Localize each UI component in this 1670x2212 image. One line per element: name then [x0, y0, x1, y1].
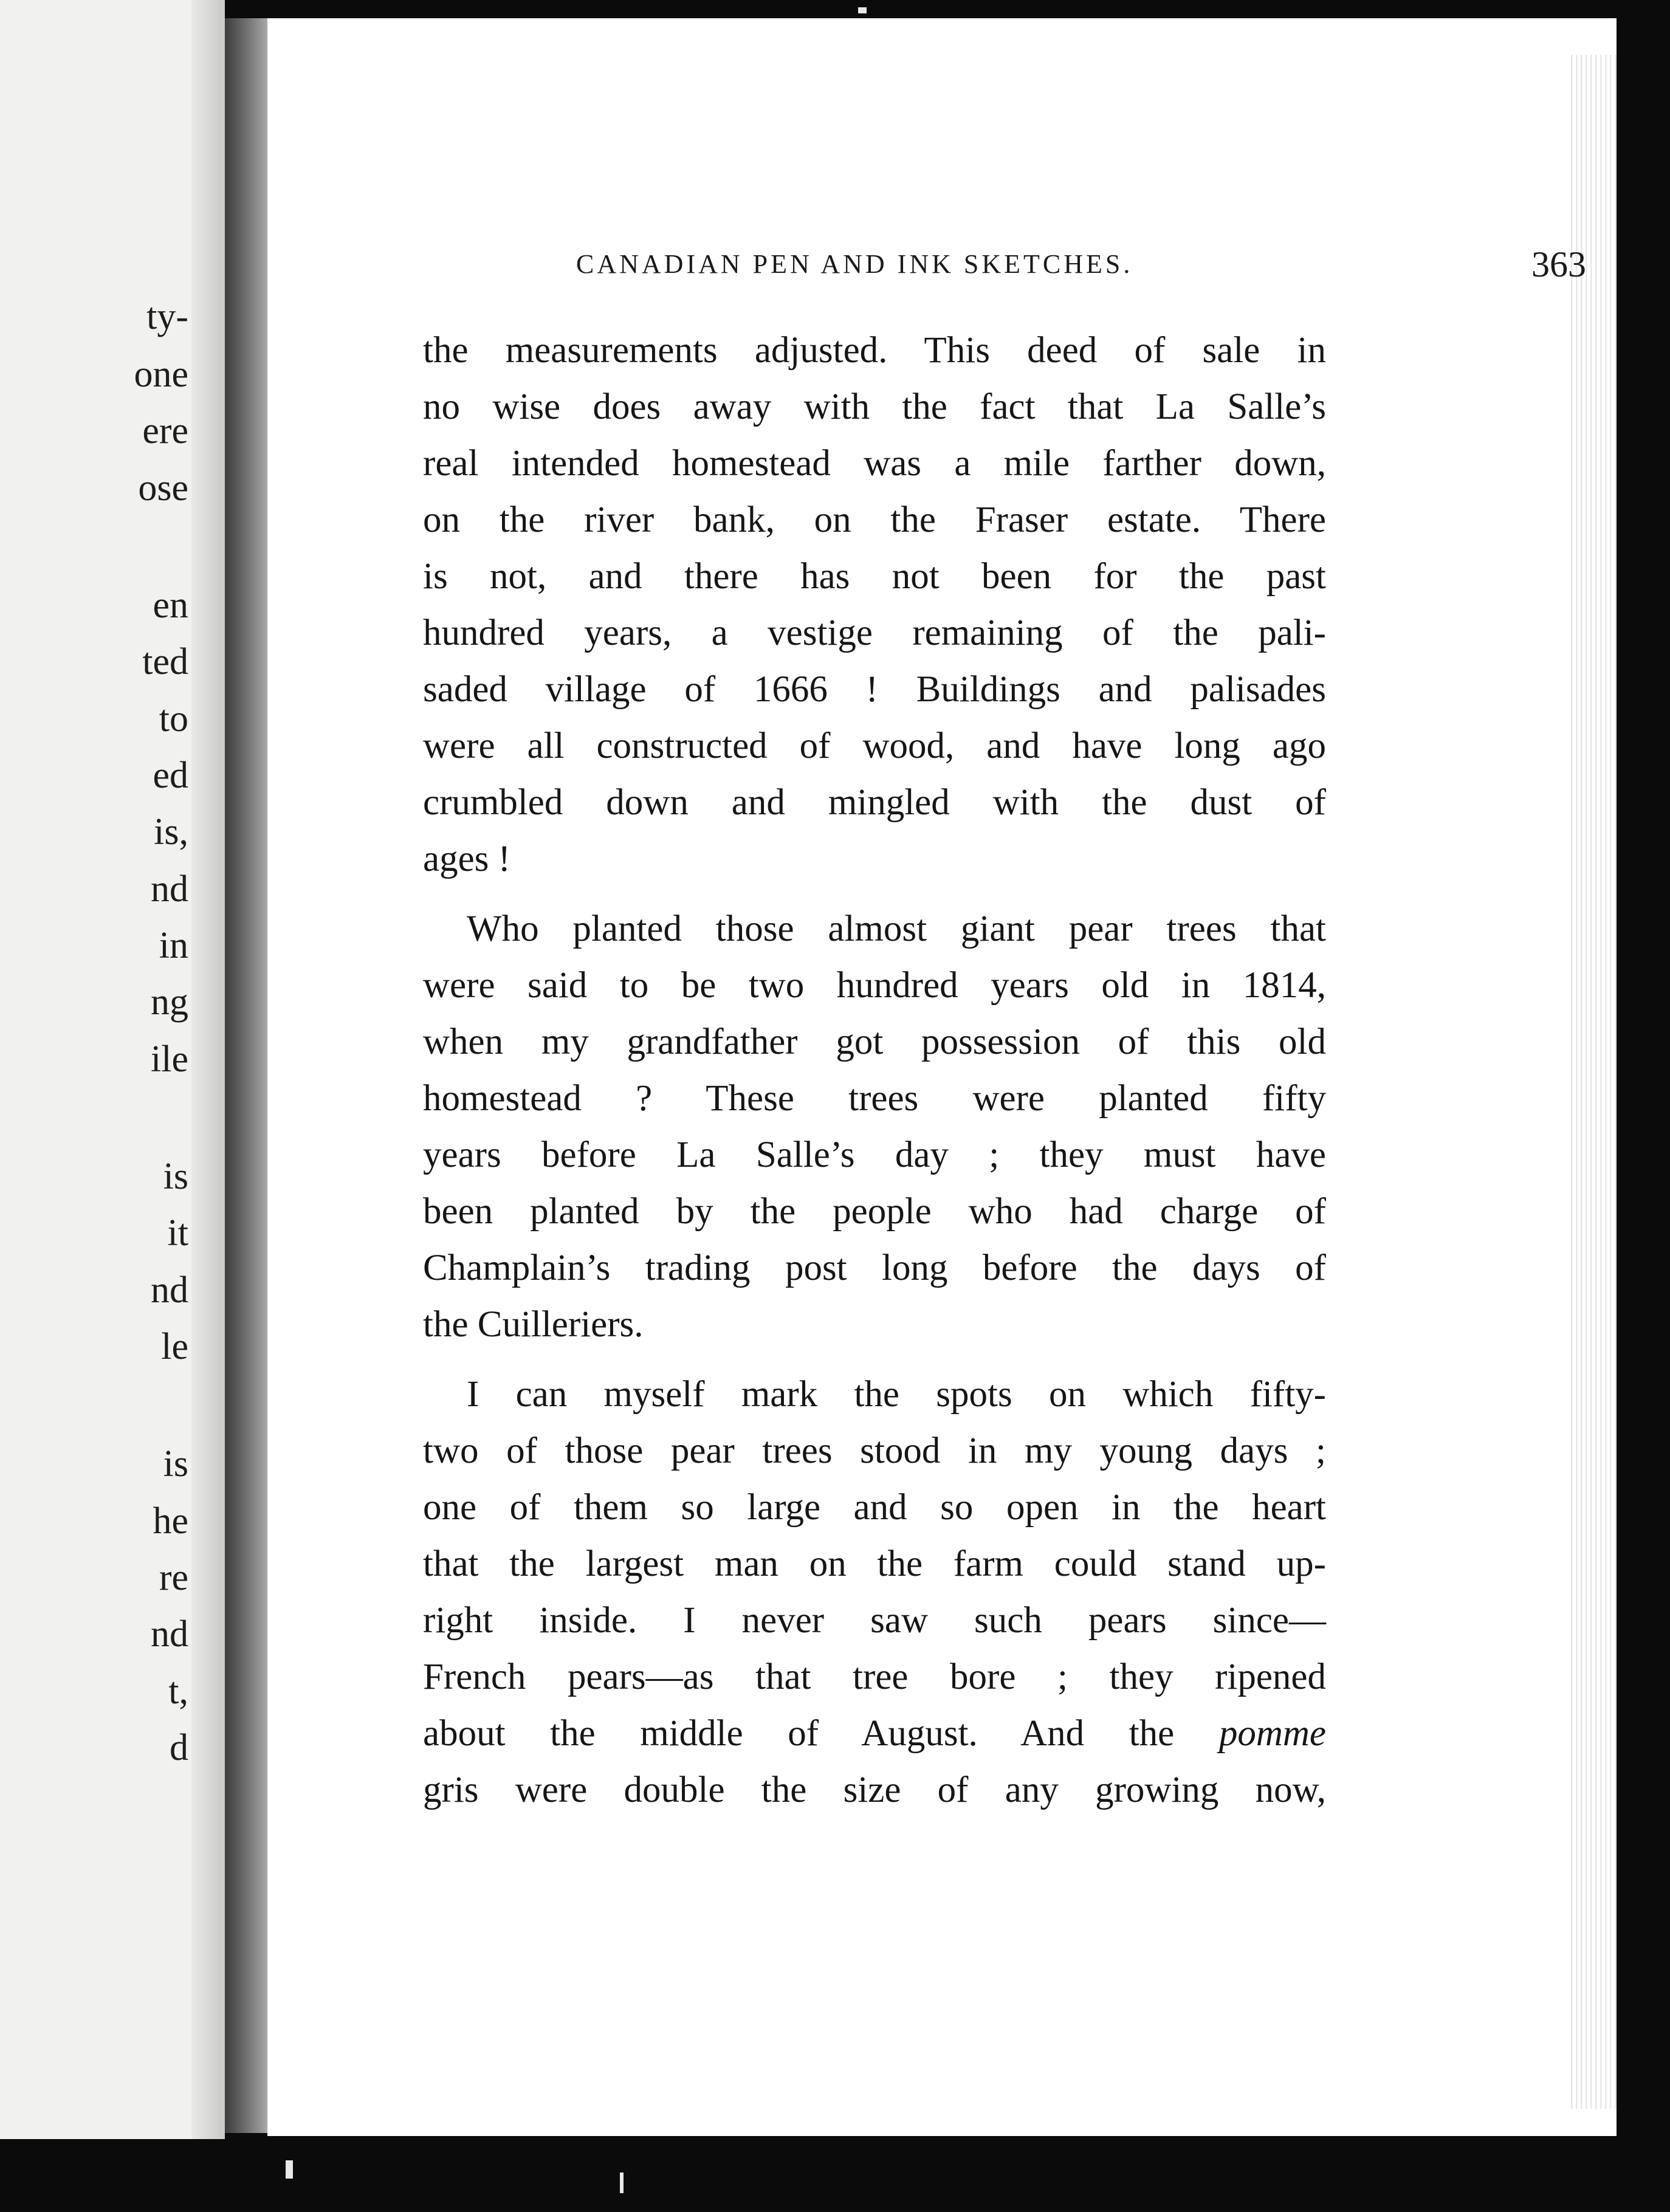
fragment: ted	[142, 641, 188, 682]
fragment: en	[153, 585, 188, 626]
scan-speck	[858, 7, 867, 13]
scan-speck	[620, 2172, 624, 2193]
text-line: years before La Salle’s day ; they must have	[423, 1135, 1326, 1175]
text-line: two of those pear trees stood in my young days ;	[423, 1431, 1326, 1471]
text-line: when my grandfather got possession of this old	[423, 1022, 1326, 1062]
fragment: d	[170, 1727, 188, 1768]
text-line: on the river bank, on the Fraser estate. There	[423, 500, 1326, 540]
text-line: French pears—as that tree bore ; they ripened	[423, 1657, 1326, 1697]
paragraph-3	[423, 1366, 1326, 1818]
text-line: is not, and there has not been for the past	[423, 556, 1326, 597]
text-line: ages !	[423, 839, 510, 879]
text-line: were all constructed of wood, and have long ago	[423, 726, 1326, 766]
text-line: I can myself mark the spots on which fifty-	[467, 1374, 1326, 1415]
italic-word: pomme	[1218, 1713, 1326, 1754]
fragment: nd	[151, 1269, 188, 1311]
previous-page	[0, 0, 225, 2139]
fragment: ed	[153, 755, 188, 796]
fragment: nd	[151, 1613, 188, 1655]
page-number: 363	[1531, 244, 1586, 284]
gutter-shadow	[191, 0, 225, 2139]
scan-speck	[286, 2160, 293, 2179]
paragraph-2	[423, 901, 1326, 1353]
body-text	[423, 322, 1326, 1832]
paragraph-1	[423, 322, 1326, 887]
fragment: in	[159, 925, 188, 966]
fragment: is,	[154, 811, 188, 853]
fragment: is	[163, 1156, 188, 1197]
fragment: ile	[151, 1039, 188, 1080]
text-line: homestead ? These trees were planted fifty	[423, 1078, 1326, 1119]
fragment: ose	[138, 467, 188, 509]
text-line: right inside. I never saw such pears since—	[423, 1600, 1326, 1641]
fragment: ng	[151, 981, 188, 1023]
page-363	[267, 18, 1617, 2136]
italic-lead: about the middle of August. And the pomme	[423, 1713, 1326, 1754]
text-line: no wise does away with the fact that La Salle’s	[423, 386, 1326, 427]
text-line: saded village of 1666 ! Buildings and palisades	[423, 669, 1326, 710]
italic-lead: gris were double the size of any growing now,	[423, 1770, 1326, 1810]
running-head	[576, 240, 1586, 289]
text-line: that the largest man on the farm could stand up-	[423, 1544, 1326, 1584]
text-line: crumbled down and mingled with the dust of	[423, 782, 1326, 823]
page-edges	[1568, 55, 1617, 2109]
text-line: were said to be two hundred years old in 1814,	[423, 965, 1326, 1006]
fragment: t,	[168, 1671, 188, 1712]
text-line: been planted by the people who had charge of	[423, 1191, 1326, 1232]
text-line: hundred years, a vestige remaining of the pali-	[423, 613, 1326, 653]
running-title: CANADIAN PEN AND INK SKETCHES.	[576, 249, 1133, 279]
fragment: it	[167, 1212, 188, 1254]
text-line-with-italic	[423, 1705, 1326, 1762]
fragment: re	[159, 1557, 188, 1598]
text-line: the measurements adjusted. This deed of sale in	[423, 330, 1326, 371]
fragment: to	[159, 698, 188, 740]
book-spine	[225, 18, 267, 2133]
fragment: is	[163, 1443, 188, 1485]
fragment: he	[153, 1500, 188, 1542]
text-line: the Cuilleriers.	[423, 1304, 644, 1345]
previous-page-line-endings	[6, 0, 188, 2139]
text-line: real intended homestead was a mile farther down,	[423, 443, 1326, 484]
fragment: le	[161, 1326, 188, 1367]
fragment: one	[134, 354, 188, 395]
text-line-with-italic	[423, 1762, 1326, 1818]
text-line: Champlain’s trading post long before the days of	[423, 1248, 1326, 1288]
text-line: one of them so large and so open in the heart	[423, 1487, 1326, 1528]
fragment: ty-	[146, 296, 188, 337]
fragment: ere	[142, 410, 188, 452]
fragment: nd	[151, 868, 188, 910]
text-line: Who planted those almost giant pear trees that	[467, 908, 1326, 949]
